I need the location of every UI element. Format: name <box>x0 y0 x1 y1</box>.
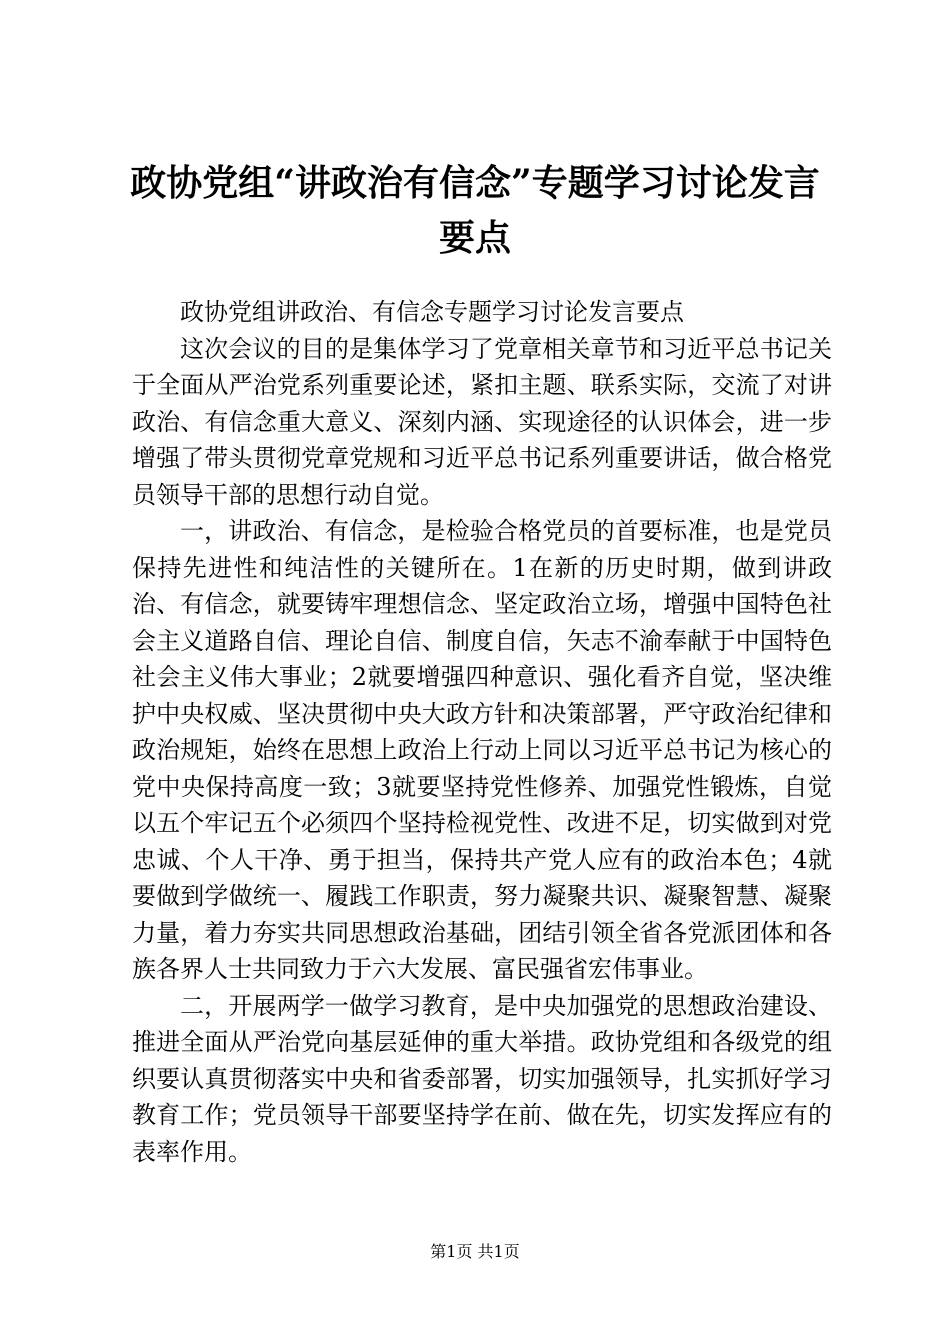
paragraph-point-two: 二，开展两学一做学习教育，是中央加强党的思想政治建设、推进全面从严治党向基层延伸的重大举措。政协党组和各级党的组织要认真贯彻落实中央和省委部署，切实加强领导，扎实抓好学习教育工作；党员领导干部要坚持学在前、做在先，切实发挥应有的表率作用。 <box>132 991 832 1166</box>
paragraph-subtitle: 政协党组讲政治、有信念专题学习讨论发言要点 <box>180 298 684 326</box>
document-body <box>132 294 832 1170</box>
page-footer: 第1页 共1页 <box>430 1242 520 1261</box>
document-title-line-1: 政协党组“讲政治有信念”专题学习讨论发言 <box>130 162 820 204</box>
paragraph-intro: 这次会议的目的是集体学习了党章相关章节和习近平总书记关于全面从严治党系列重要论述，紧扣主题、联系实际，交流了对讲政治、有信念重大意义、深刻内涵、实现途径的认识体会，进一步增强了带头贯彻党章党规和习近平总书记系列重要讲话，做合格党员领导干部的思想行动自觉。 <box>132 334 832 509</box>
document-title-line-2: 要点 <box>438 217 511 259</box>
paragraph-point-one: 一，讲政治、有信念，是检验合格党员的首要标准，也是党员保持先进性和纯洁性的关键所在。1在新的历史时期，做到讲政治、有信念，就要铸牢理想信念、坚定政治立场，增强中国特色社会主义道路自信、理论自信、制度自信，矢志不渝奉献于中国特色社会主义伟大事业；2就要增强四种意识、强化看齐自觉，坚决维护中央权威、坚决贯彻中央大政方针和决策部署，严守政治纪律和政治规矩，始终在思想上政治上行动上同以习近平总书记为核心的党中央保持高度一致；3就要坚持党性修养、加强党性锻炼，自觉以五个牢记五个必须四个坚持检视党性、改进不足，切实做到对党忠诚、个人干净、勇于担当，保持共产党人应有的政治本色；4就要做到学做统一、履践工作职责，努力凝聚共识、凝聚智慧、凝聚力量，着力夯实共同思想政治基础，团结引领全省各党派团体和各族各界人士共同致力于六大发展、富民强省宏伟事业。 <box>132 517 832 983</box>
